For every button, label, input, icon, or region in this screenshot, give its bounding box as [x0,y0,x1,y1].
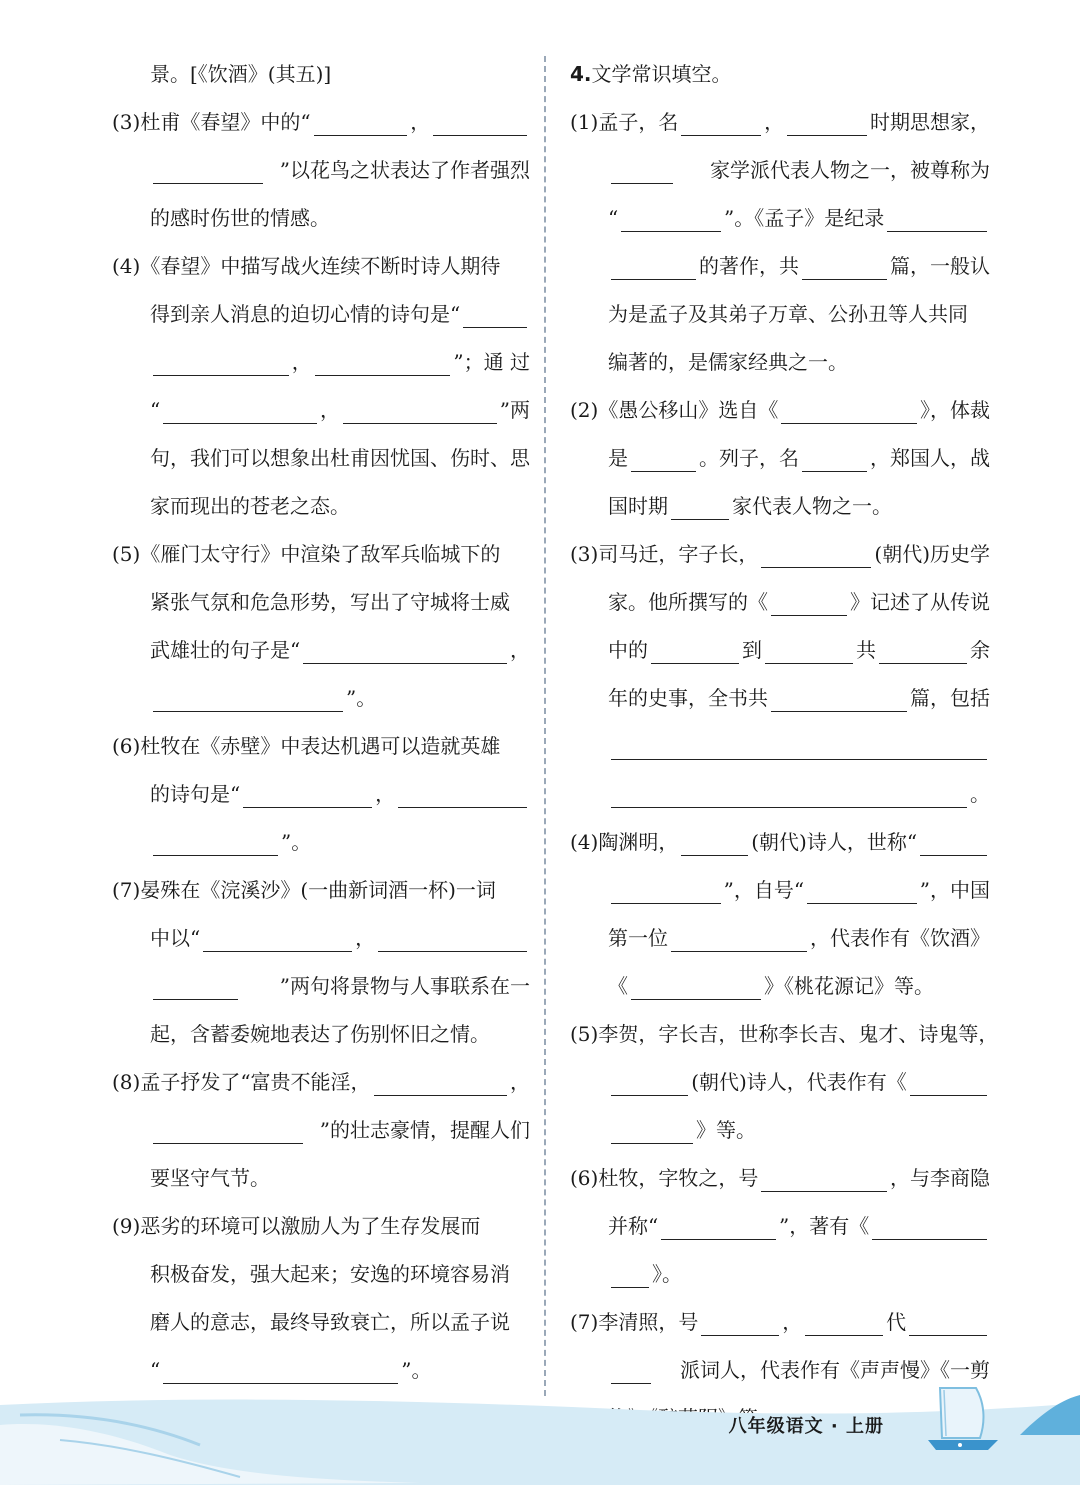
line-text: 家学派代表人物之一，被尊称为 [710,158,990,182]
line-text: “ [150,398,161,422]
line-text: 》《桃花源记》等。 [764,974,934,998]
text-line [112,50,530,98]
text-line [112,1346,530,1394]
answer-blank[interactable] [909,1305,987,1336]
line-text: (8)孟子抒发了“富贵不能淫， [112,1070,371,1094]
text-line [112,1202,530,1250]
answer-blank[interactable] [631,441,696,472]
line-text: ”。 [281,830,312,854]
answer-blank[interactable] [611,1353,651,1384]
line-text: “ [608,206,619,230]
answer-blank[interactable] [805,1305,883,1336]
answer-blank[interactable] [787,105,867,136]
answer-blank[interactable] [920,825,987,856]
text-line [112,962,530,1010]
answer-blank[interactable] [872,1209,987,1240]
answer-blank[interactable] [761,537,871,568]
line-text: ”，中国 [919,878,990,902]
text-line [570,338,990,386]
text-line [570,1202,990,1250]
answer-blank[interactable] [611,249,696,280]
text-line [112,1010,530,1058]
line-text: ，与李商隐 [890,1166,990,1190]
text-line [112,98,530,146]
answer-blank[interactable] [701,1305,779,1336]
answer-blank[interactable] [153,1113,303,1144]
line-text: 》记述了从传说 [850,590,990,614]
text-line [570,290,990,338]
answer-blank[interactable] [203,921,352,952]
answer-blank[interactable] [765,633,853,664]
line-text: ”。《孟子》是纪录 [724,206,885,230]
text-line [570,722,990,770]
line-text: 紧张气氛和危急形势，写出了守城将士威 [150,590,510,614]
line-text: 。列子，名 [699,446,799,470]
answer-blank[interactable] [303,633,507,664]
line-text: 武雄壮的句子是“ [150,638,301,662]
line-text: 家而现出的苍老之态。 [150,494,350,518]
answer-blank[interactable] [314,105,408,136]
answer-blank[interactable] [153,681,343,712]
line-text: 时期思想家， [870,110,990,134]
answer-blank[interactable] [611,153,673,184]
text-line [570,242,990,290]
text-line [570,962,990,1010]
answer-blank[interactable] [611,873,721,904]
text-line [570,98,990,146]
text-line [570,626,990,674]
line-text: 篇，包括 [910,686,990,710]
line-text: ”两句将景物与人事联系在一 [279,974,530,998]
answer-blank[interactable] [153,825,278,856]
answer-blank[interactable] [343,393,497,424]
line-text: 派词人，代表作有《声声慢》《一剪 [680,1358,990,1382]
right-column [570,50,999,1442]
line-text: 的感时伤世的情感。 [150,206,330,230]
text-line [570,146,990,194]
line-text: 为是孟子及其弟子万章、公孙丑等人共同 [608,302,968,326]
answer-blank[interactable] [681,105,761,136]
text-line [570,674,990,722]
line-text: (5)李贺，字长吉，世称李长吉、鬼才、诗鬼等， [570,1022,999,1046]
text-line [570,914,990,962]
text-line [112,1298,530,1346]
answer-blank[interactable] [631,969,761,1000]
line-text: (3)杜甫《春望》中的“ [112,110,311,134]
text-line [112,1106,530,1154]
answer-blank[interactable] [807,873,917,904]
line-text: (7)晏殊在《浣溪沙》(一曲新词酒一杯)一词 [112,878,496,902]
line-text: 》。 [652,1262,682,1286]
line-text: ， [510,638,530,662]
answer-blank[interactable] [761,1161,887,1192]
text-line [570,194,990,242]
line-text: 》，体裁 [920,398,990,422]
text-line [112,1154,530,1202]
line-text: ，郑国人，战 [870,446,990,470]
answer-blank[interactable] [611,729,987,760]
line-text: 。 [970,782,990,806]
line-text: 的诗句是“ [150,782,241,806]
line-text: 国时期 [608,494,668,518]
answer-blank[interactable] [163,1353,398,1384]
line-text: 并称“ [608,1214,659,1238]
line-text: (朝代)诗人，代表作有《 [691,1070,907,1094]
text-line [570,1154,990,1202]
text-line [570,482,990,530]
line-text: ， [782,1310,803,1334]
line-text: ”，著有《 [779,1214,870,1238]
line-text: ”两 [499,398,530,422]
line-text: ”以花鸟之状表达了作者强烈 [279,158,530,182]
footer-wave-decoration [0,1395,1080,1485]
line-text: ， [375,782,396,806]
text-line [112,674,530,722]
line-text: (9)恶劣的环境可以激励人为了生存发展而 [112,1214,481,1238]
line-text: 句，我们可以想象出杜甫因忧国、伤时、思 [150,446,530,470]
text-line [570,818,990,866]
line-text: (6)杜牧在《赤壁》中表达机遇可以造就英雄 [112,734,501,758]
line-text: ”，自号“ [723,878,805,902]
answer-blank[interactable] [671,489,729,520]
answer-blank[interactable] [671,921,807,952]
text-line [570,50,990,98]
answer-blank[interactable] [802,249,887,280]
line-text: ， [764,110,785,134]
text-line [112,866,530,914]
sailboat-icon [920,1380,1010,1460]
text-line [570,578,990,626]
line-text: “ [150,1358,161,1382]
answer-blank[interactable] [771,585,847,616]
text-line [112,386,530,434]
text-line [112,146,530,194]
text-line [570,1010,999,1058]
line-text: ， [510,1070,530,1094]
line-text: 年的史事，全书共 [608,686,768,710]
text-line [112,482,530,530]
line-text: (4)《春望》中描写战火连续不断时诗人期待 [112,254,501,278]
line-text: 是 [608,446,628,470]
text-line [570,386,990,434]
answer-blank[interactable] [611,777,967,808]
text-line [112,770,530,818]
line-text: 家。他所撰写的《 [608,590,768,614]
answer-blank[interactable] [374,1065,507,1096]
text-line [112,626,530,674]
line-text: ， [355,926,376,950]
text-line [112,1250,530,1298]
answer-blank[interactable] [463,297,527,328]
text-line [112,338,530,386]
line-text: 磨人的意志，最终导致衰亡，所以孟子说 [150,1310,510,1334]
text-line [112,1058,530,1106]
answer-blank[interactable] [781,393,917,424]
answer-blank[interactable] [661,1209,776,1240]
line-text: 《 [608,974,628,998]
left-column [112,50,530,1394]
line-text: ， [320,398,340,422]
text-line [112,242,530,290]
question-number: 4. [570,62,592,86]
line-text: (3)司马迁，字子长， [570,542,759,566]
line-text: 文学常识填空。 [591,62,732,86]
line-text: ”。 [401,1358,432,1382]
line-text: 景。[《饮酒》(其五)] [150,62,332,86]
text-line [570,770,990,818]
text-line [570,1250,990,1298]
line-text: 》等。 [696,1118,756,1142]
line-text: (朝代)历史学 [874,542,990,566]
answer-blank[interactable] [651,633,739,664]
line-text: 到 [742,638,762,662]
line-text: ，代表作有《饮酒》 [810,926,990,950]
answer-blank[interactable] [771,681,907,712]
line-text: 中的 [608,638,648,662]
text-line [570,1106,990,1154]
line-text: 家代表人物之一。 [732,494,892,518]
line-text: (朝代)诗人，世称“ [751,830,918,854]
answer-blank[interactable] [378,921,527,952]
line-text: 共 [856,638,876,662]
answer-blank[interactable] [315,345,451,376]
answer-blank[interactable] [611,1113,693,1144]
line-text: ， [410,110,431,134]
text-line [112,194,530,242]
text-line [112,434,530,482]
answer-blank[interactable] [153,345,289,376]
line-text: 积极奋发，强大起来；安逸的环境容易消 [150,1262,510,1286]
answer-blank[interactable] [887,201,987,232]
line-text: 第一位 [608,926,668,950]
answer-blank[interactable] [153,969,238,1000]
line-text: 余 [970,638,990,662]
line-text: 的著作，共 [699,254,799,278]
text-line [570,530,990,578]
line-text: (1)孟子，名 [570,110,679,134]
line-text: 代 [886,1310,907,1334]
line-text: (2)《愚公移山》选自《 [570,398,779,422]
line-text: ， [291,350,312,374]
answer-blank[interactable] [611,1065,688,1096]
text-line [570,434,990,482]
footer-book-title: 八年级语文 · 上册 [728,1416,884,1437]
text-line [570,1058,990,1106]
answer-blank[interactable] [243,777,372,808]
column-divider [544,56,546,1396]
answer-blank[interactable] [879,633,967,664]
line-text: 要坚守气节。 [150,1166,270,1190]
line-text: (4)陶渊明， [570,830,679,854]
text-line [112,290,530,338]
answer-blank[interactable] [398,777,527,808]
text-line [112,914,530,962]
text-line [570,866,990,914]
line-text: (5)《雁门太守行》中渲染了敌军兵临城下的 [112,542,501,566]
text-line [112,530,530,578]
text-line [112,818,530,866]
answer-blank[interactable] [153,153,263,184]
line-text: ”。 [346,686,377,710]
answer-blank[interactable] [681,825,748,856]
answer-blank[interactable] [802,441,867,472]
answer-blank[interactable] [433,105,527,136]
answer-blank[interactable] [163,393,317,424]
line-text: 起，含蓄委婉地表达了伤别怀旧之情。 [150,1022,490,1046]
text-line [112,578,530,626]
line-text: ”；通 过 [453,350,530,374]
line-text: (6)杜牧，字牧之，号 [570,1166,759,1190]
answer-blank[interactable] [910,1065,987,1096]
line-text: 篇，一般认 [890,254,990,278]
line-text: 中以“ [150,926,201,950]
line-text: 编著的，是儒家经典之一。 [608,350,848,374]
line-text: ”的壮志豪情，提醒人们 [319,1118,530,1142]
text-line [112,722,530,770]
answer-blank[interactable] [611,1257,649,1288]
line-text: (7)李清照，号 [570,1310,699,1334]
text-line [570,1298,990,1346]
answer-blank[interactable] [621,201,721,232]
line-text: 得到亲人消息的迫切心情的诗句是“ [150,302,461,326]
